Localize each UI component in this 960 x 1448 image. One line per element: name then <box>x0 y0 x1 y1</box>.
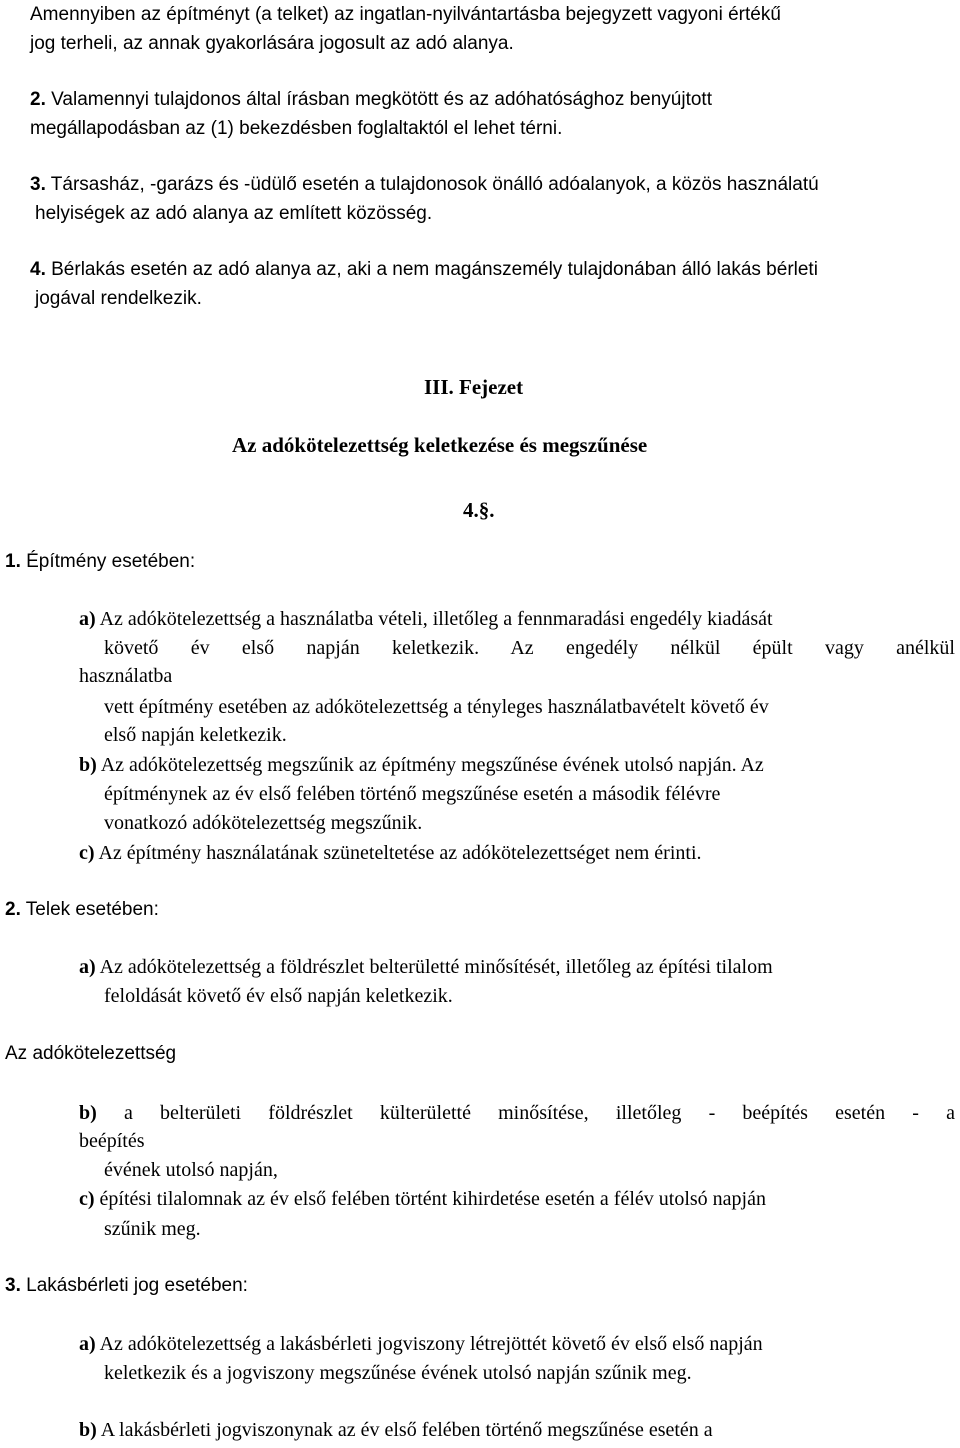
item-label: a) <box>79 956 96 978</box>
s1-a-line-1 <box>79 607 773 631</box>
item-label: a) <box>79 1333 96 1355</box>
s2-a-line-2: feloldását követő év első napján keletkezik. <box>104 985 453 1007</box>
s1-a-line-5: első napján keletkezik. <box>104 724 287 746</box>
item-label: c) <box>79 1188 95 1210</box>
s1-b-line-3: vonatkozó adókötelezettség megszűnik. <box>104 812 423 834</box>
s2-c-line-2: szűnik meg. <box>104 1218 201 1240</box>
paragraph-3-line-2: helyiségek az adó alanya az említett közösség. <box>35 203 433 224</box>
paragraph-3-line-1 <box>30 173 819 197</box>
item-text: Az adókötelezettség a lakásbérleti jogviszony létrejöttét követő év első első napján <box>95 1333 763 1355</box>
subsection-number: 1. <box>5 551 21 572</box>
intro-line-2: jog terheli, az annak gyakorlására jogosult az adó alanya. <box>30 33 514 54</box>
item-label: b) <box>79 1419 97 1441</box>
paragraph-number: 2. <box>30 89 46 110</box>
intro-line-1: Amennyiben az építményt (a telket) az ingatlan-nyilvántartásba bejegyzett vagyoni értékű <box>30 4 781 25</box>
s2-b-line-1 <box>79 1101 955 1125</box>
subsection-3-heading <box>5 1274 248 1298</box>
item-text: Az adókötelezettség megszűnik az építmény megszűnése évének utolsó napján. Az <box>96 754 764 776</box>
s1-b-line-1 <box>79 753 764 777</box>
subsection-number: 2. <box>5 899 21 920</box>
s1-a-line-2: követő év első napján keletkezik. Az engedély nélkül épült vagy anélkül <box>104 637 955 659</box>
s1-a-line-4: vett építmény esetében az adókötelezettség a tényleges használatbavételt követő év <box>104 696 769 718</box>
s3-a-line-1 <box>79 1332 763 1356</box>
subsection-1-heading <box>5 550 195 574</box>
item-label: b) <box>79 1102 97 1124</box>
s3-a-line-2: keletkezik és a jogviszony megszűnése évének utolsó napján szűnik meg. <box>104 1362 692 1384</box>
chapter-title: Az adókötelezettség keletkezése és megszűnése <box>232 433 648 457</box>
paragraph-text: Bérlakás esetén az adó alanya az, aki a nem magánszemély tulajdonában álló lakás bérleti <box>45 259 818 280</box>
chapter-number: III. Fejezet <box>424 375 524 399</box>
s2-c-line-1 <box>79 1187 766 1211</box>
item-label: a) <box>79 608 96 630</box>
item-text: A lakásbérleti jogviszonynak az év első felében történő megszűnése esetén a <box>96 1419 713 1441</box>
paragraph-number: 4. <box>30 259 46 280</box>
s3-b-line-1 <box>79 1418 713 1442</box>
paragraph-text: Társasház, -garázs és -üdülő esetén a tulajdonosok önálló adóalanyok, a közös használatú <box>45 174 819 195</box>
item-label: b) <box>79 754 97 776</box>
s1-c-line-1 <box>79 841 702 865</box>
s1-a-line-3: használatba <box>79 665 173 687</box>
subsection-2-heading <box>5 898 159 922</box>
subsection-title: Építmény esetében: <box>20 551 196 572</box>
s2-b-line-2: beépítés <box>79 1130 145 1152</box>
item-text: Az adókötelezettség a használatba vételi, illetőleg a fennmaradási engedély kiadását <box>95 608 773 630</box>
paragraph-text: Valamennyi tulajdonos által írásban megkötött és az adóhatósághoz benyújtott <box>45 89 712 110</box>
subsection-number: 3. <box>5 1275 21 1296</box>
section-number: 4.§. <box>463 498 495 522</box>
item-text: Az adókötelezettség a földrészlet belterületté minősítését, illetőleg az építési tilalom <box>95 956 773 978</box>
s1-b-line-2: építménynek az év első felében történő megszűnése esetén a második félévre <box>104 783 721 805</box>
subsection-title: Telek esetében: <box>20 899 159 920</box>
item-text: a belterületi földrészlet külterületté minősítése, illetőleg - beépítés esetén - a <box>96 1102 955 1124</box>
item-text: Az építmény használatának szüneteltetése az adókötelezettséget nem érinti. <box>94 842 702 864</box>
paragraph-4-line-1 <box>30 258 818 282</box>
s2-a-line-1 <box>79 955 773 979</box>
paragraph-4-line-2: jogával rendelkezik. <box>35 288 202 309</box>
item-label: c) <box>79 842 95 864</box>
s2-b-line-3: évének utolsó napján, <box>104 1159 278 1181</box>
paragraph-2-line-2: megállapodásban az (1) bekezdésben foglaltaktól el lehet térni. <box>30 118 563 139</box>
item-text: építési tilalomnak az év első felében történt kihirdetése esetén a félév utolsó napján <box>94 1188 766 1210</box>
paragraph-number: 3. <box>30 174 46 195</box>
subsection-title: Lakásbérleti jog esetében: <box>20 1275 248 1296</box>
s2-subheading: Az adókötelezettség <box>5 1043 177 1064</box>
paragraph-2-line-1 <box>30 88 712 112</box>
